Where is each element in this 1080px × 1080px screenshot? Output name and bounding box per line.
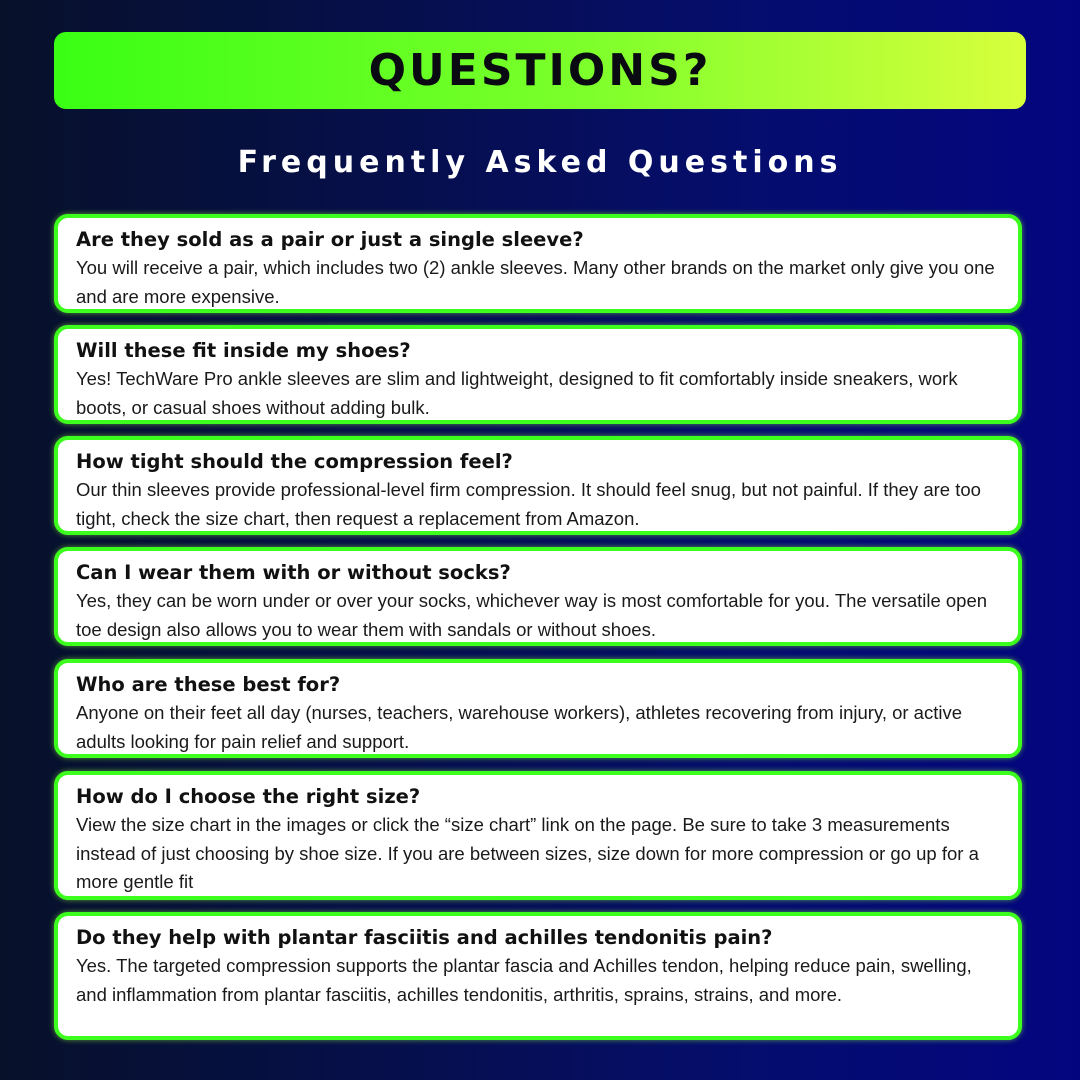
questions-banner [54, 32, 1026, 109]
faq-answer: Yes! TechWare Pro ankle sleeves are slim and lightweight, designed to fit comfortably inside sneakers, work boots, or casual shoes without adding bulk. [76, 368, 958, 418]
faq-question: Are they sold as a pair or just a single sleeve? [76, 228, 584, 251]
faq-answer: Yes, they can be worn under or over your socks, whichever way is most comfortable for you. The versatile open toe design also allows you to wear them with sandals or without shoes. [76, 590, 988, 640]
faq-card-size [54, 771, 1022, 900]
page-subtitle: Frequently Asked Questions [237, 145, 843, 180]
faq-question: Will these fit inside my shoes? [76, 339, 411, 362]
faq-answer: You will receive a pair, which includes two (2) ankle sleeves. Many other brands on the market only give you one and are more expensive. [76, 257, 995, 307]
faq-question: Who are these best for? [76, 673, 341, 696]
faq-question: How do I choose the right size? [76, 785, 421, 808]
faq-card-pair [54, 214, 1022, 313]
faq-card-audience [54, 659, 1022, 758]
faq-question: How tight should the compression feel? [76, 450, 513, 473]
faq-answer: View the size chart in the images or click the “size chart” link on the page. Be sure to take 3 measurements instead of just choosing by shoe size. If you are between sizes, size down for more compression or go up for a more gentle fit [76, 814, 979, 892]
faq-card-compression [54, 436, 1022, 535]
faq-question: Do they help with plantar fasciitis and achilles tendonitis pain? [76, 926, 773, 949]
banner-title: QUESTIONS? [368, 44, 712, 96]
faq-question: Can I wear them with or without socks? [76, 561, 511, 584]
faq-answer: Anyone on their feet all day (nurses, teachers, warehouse workers), athletes recovering from injury, or active adults looking for pain relief and support. [76, 702, 963, 752]
faq-card-fit [54, 325, 1022, 424]
faq-answer: Our thin sleeves provide professional-level firm compression. It should feel snug, but not painful. If they are too tight, check the size chart, then request a replacement from Amazon. [76, 479, 981, 529]
faq-card-plantar [54, 912, 1022, 1040]
faq-answer: Yes. The targeted compression supports the plantar fascia and Achilles tendon, helping reduce pain, swelling, and inflammation from plantar fasciitis, achilles tendonitis, arthritis, sprains, strains, and more. [76, 955, 972, 1005]
faq-card-socks [54, 547, 1022, 646]
